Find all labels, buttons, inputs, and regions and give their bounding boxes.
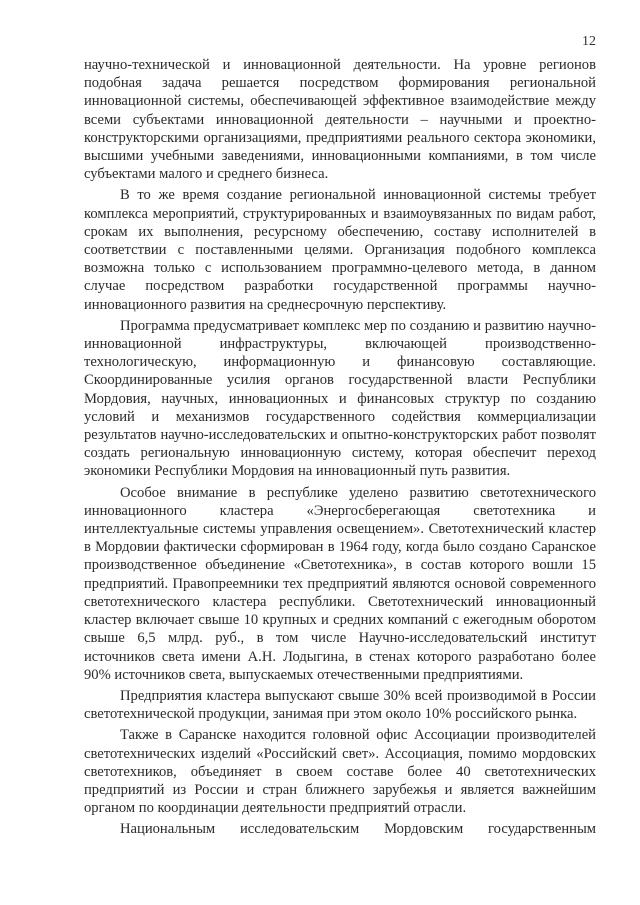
- paragraph: Особое внимание в республике уделено развитию светотехнического инновационного кластера «Энергосберегающая светотехника и интеллектуальные системы управления освещением». Светотехнический кластер в Мордовии фактически сформирован в 1964 году, когда было создано Саранское производственное объединение «Светотехника», в состав которого вошли 15 предприятий. Правопреемники тех предприятий являются основой современного светотехнического кластера республики. Светотехнический инновационный кластер включает свыше 10 крупных и средних компаний с ежегодным оборотом свыше 6,5 млрд. руб., в том числе Научно-исследовательский институт источников света имени А.Н. Лодыгина, в стенах которого разработано более 90% источников света, выпускаемых отечественными предприятиями.: [84, 484, 596, 683]
- paragraph: Программа предусматривает комплекс мер по созданию и развитию научно-инновационной инфраструктуры, включающей производственно-технологическую, информационную и финансовую составляющие. Скоординированные усилия органов государственной власти Республики Мордовия, научных, инновационных и финансовых структур по созданию условий и механизмов государственного содействия коммерциализации результатов научно-исследовательских и опытно-конструкторских работ позволят создать региональную инновационную систему, которая обеспечит переход экономики Республики Мордовия на инновационный путь развития.: [84, 317, 596, 480]
- paragraph: Предприятия кластера выпускают свыше 30% всей производимой в России светотехнической продукции, занимая при этом около 10% российского рынка.: [84, 687, 596, 723]
- paragraph: В то же время создание региональной инновационной системы требует комплекса мероприятий, структурированных и взаимоувязанных по видам работ, срокам их выполнения, ресурсному обеспечению, составу исполнителей в соответствии с поставленными целями. Организация подобного комплекса возможна только с использованием программно-целевого метода, в данном случае посредством разработки государственной программы научно-инновационного развития на среднесрочную перспективу.: [84, 187, 596, 313]
- paragraph-continuation: научно-технической и инновационной деятельности. На уровне регионов подобная задача решается посредством формирования региональной инновационной системы, обеспечивающей эффективное взаимодействие между всеми субъектами инновационной деятельности – научными и проектно-конструкторскими организациями, предприятиями реального сектора экономики, высшими учебными заведениями, инновационными компаниями, в том числе субъектами малого и среднего бизнеса.: [84, 57, 596, 183]
- page-number: 12: [582, 34, 596, 49]
- paragraph-truncated: Национальным исследовательским Мордовским государственным: [120, 821, 596, 838]
- paragraph: Также в Саранске находится головной офис Ассоциации производителей светотехнических изделий «Российский свет». Ассоциация, помимо мордовских светотехников, объединяет в своем составе более 40 светотехнических предприятий из России и стран ближнего зарубежья и является важнейшим органом по координации деятельности предприятий отрасли.: [84, 727, 596, 817]
- document-body: [84, 56, 596, 842]
